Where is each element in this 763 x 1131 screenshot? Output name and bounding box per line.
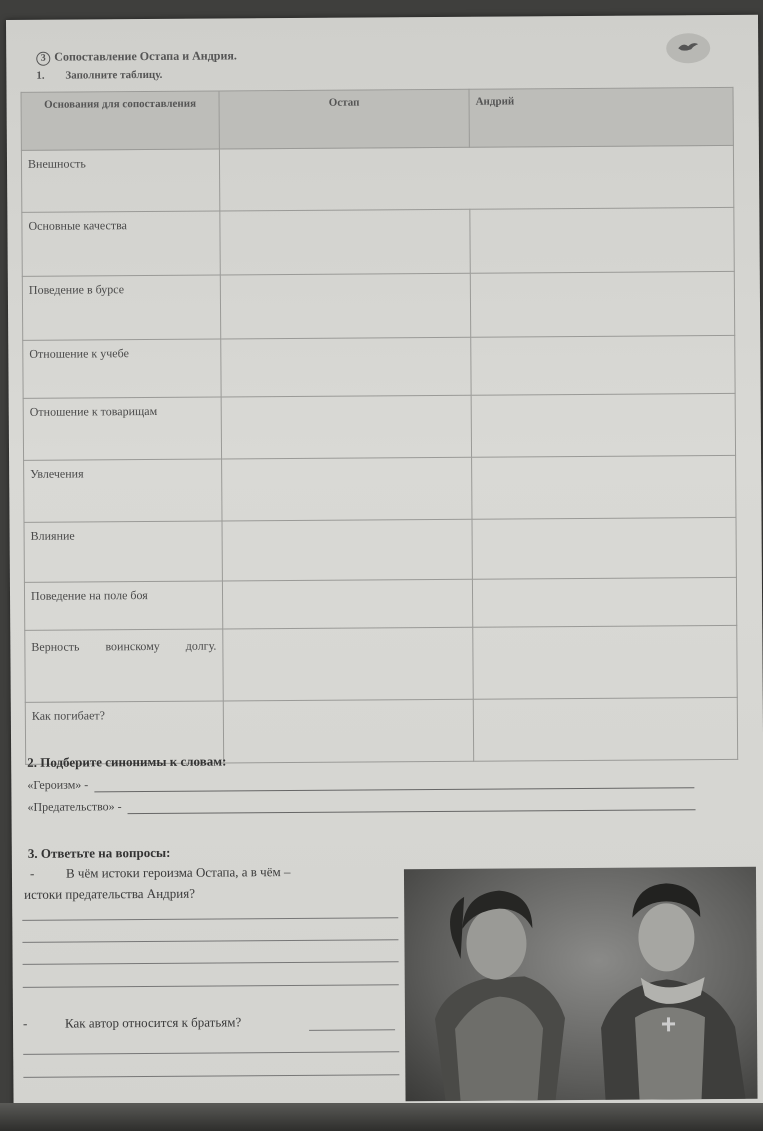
corner-badge: [666, 33, 710, 63]
background-edge: [0, 1103, 763, 1131]
answer-cell-andriy[interactable]: [472, 577, 736, 627]
table-row: [24, 517, 736, 582]
illustration-photo: [404, 867, 758, 1101]
synonym-row-betrayal: [27, 795, 695, 815]
answer-line[interactable]: [309, 1029, 395, 1031]
synonym-input-heroism[interactable]: [94, 773, 694, 792]
synonym-word-betrayal: «Предательство» -: [27, 799, 122, 814]
table-row: [23, 393, 735, 460]
bird-icon: [677, 40, 699, 57]
answer-cell-andriy[interactable]: [473, 697, 737, 761]
task1-title-text: Заполните таблицу.: [65, 68, 163, 82]
worksheet-page: [6, 15, 763, 1120]
answer-cell-ostap[interactable]: [222, 519, 472, 581]
answer-cell-ostap[interactable]: [223, 699, 473, 763]
row-label: Внешность: [21, 149, 219, 212]
table-row: [22, 207, 734, 276]
row-label: Отношение к товарищам: [23, 397, 221, 460]
answer-cell-andriy[interactable]: [472, 455, 736, 519]
task1-title: [36, 69, 162, 82]
synonym-row-heroism: [27, 773, 694, 793]
answer-line[interactable]: [23, 984, 399, 988]
row-label: Влияние: [24, 521, 222, 582]
table-row: [21, 145, 733, 212]
question2-dash: -: [22, 1015, 28, 1031]
section-number: 3: [36, 52, 50, 66]
table-header-row: [21, 87, 733, 150]
synonym-input-betrayal[interactable]: [128, 795, 696, 814]
answer-cell-andriy[interactable]: [470, 207, 734, 273]
row-label: Верность воинскому долгу.: [25, 629, 223, 702]
answer-cell-ostap[interactable]: [220, 209, 470, 275]
row-label: Как погибает?: [25, 701, 223, 764]
table-row: [22, 271, 734, 340]
column-header-ostap: Остап: [219, 89, 469, 149]
question2-text: Как автор относится к братьям?: [64, 1014, 242, 1031]
row-label: Увлечения: [24, 459, 222, 522]
table-row: [24, 577, 736, 630]
task1-number: 1.: [36, 69, 45, 82]
question1-dash: -: [29, 865, 35, 881]
answer-cell-andriy[interactable]: [471, 335, 735, 395]
comparison-table: [21, 87, 739, 765]
synonym-word-heroism: «Героизм» -: [27, 777, 89, 792]
table-row: [25, 625, 737, 702]
table-row: [23, 335, 735, 398]
task3-title: 3. Ответьте на вопросы:: [27, 844, 171, 861]
task2-title: 2. Подберите синонимы к словам:: [27, 753, 227, 770]
row-label: Основные качества: [22, 211, 220, 276]
question1-line2: истоки предательства Андрия?: [24, 885, 195, 902]
column-header-andriy: Андрий: [469, 87, 733, 147]
answer-cell-andriy[interactable]: [470, 271, 734, 337]
row-label: Поведение в бурсе: [22, 275, 220, 340]
question1-line1: В чём истоки героизма Остапа, а в чём –: [65, 864, 291, 881]
answer-cell-merged[interactable]: [219, 145, 733, 211]
answer-cell-andriy[interactable]: [471, 393, 735, 457]
column-header-basis: Основания для сопоставления: [21, 91, 219, 150]
answer-line[interactable]: [23, 961, 399, 965]
answer-line[interactable]: [22, 939, 398, 943]
answer-cell-ostap[interactable]: [220, 273, 470, 339]
row-label: Поведение на поле боя: [24, 581, 222, 630]
answer-cell-andriy[interactable]: [472, 517, 736, 579]
answer-cell-ostap[interactable]: [221, 337, 471, 397]
illustration-figures: [404, 867, 758, 1101]
answer-cell-ostap[interactable]: [222, 579, 472, 629]
answer-cell-ostap[interactable]: [221, 395, 471, 459]
answer-cell-ostap[interactable]: [223, 627, 473, 701]
section-title: [36, 48, 237, 65]
answer-cell-andriy[interactable]: [473, 625, 737, 699]
table-row: [24, 455, 736, 522]
answer-cell-ostap[interactable]: [222, 457, 472, 521]
answer-line[interactable]: [23, 1074, 399, 1078]
row-label: Отношение к учебе: [23, 339, 221, 398]
answer-line[interactable]: [23, 1051, 399, 1055]
answer-line[interactable]: [22, 917, 398, 921]
section-title-text: Сопоставление Остапа и Андрия.: [54, 48, 237, 64]
